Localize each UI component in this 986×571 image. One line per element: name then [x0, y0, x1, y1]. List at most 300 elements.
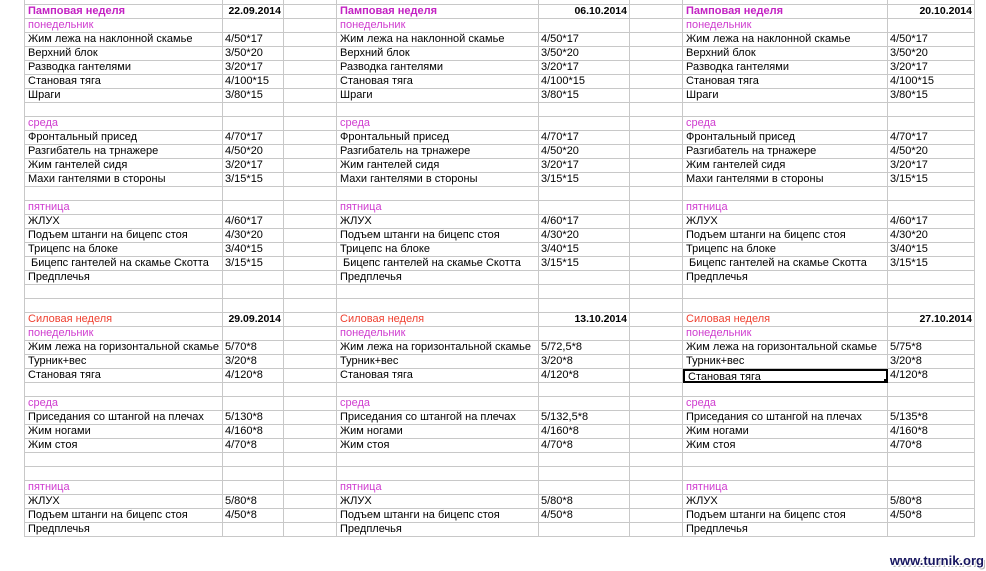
cell-spacer[interactable] [284, 467, 337, 481]
cell-exercise[interactable]: Жим стоя [683, 439, 888, 453]
cell-exercise[interactable]: Подъем штанги на бицепс стоя [24, 229, 223, 243]
cell-spacer[interactable] [630, 383, 683, 397]
cell-blank[interactable] [337, 383, 539, 397]
cell-value[interactable]: 3/15*15 [539, 173, 630, 187]
cell-spacer[interactable] [284, 439, 337, 453]
cell-exercise[interactable]: Трицепс на блоке [337, 243, 539, 257]
cell-exercise[interactable]: Бицепс гантелей на скамье Скотта [683, 257, 888, 271]
cell-blank[interactable] [888, 467, 975, 481]
cell-spacer[interactable] [284, 271, 337, 285]
cell-exercise[interactable]: Жим лежа на наклонной скамье [683, 33, 888, 47]
cell-spacer[interactable] [284, 103, 337, 117]
cell-exercise[interactable]: Бицепс гантелей на скамье Скотта [337, 257, 539, 271]
cell-spacer[interactable] [630, 313, 683, 327]
cell-blank[interactable] [337, 299, 539, 313]
cell-value[interactable]: 4/100*15 [223, 75, 284, 89]
cell-blank[interactable] [223, 103, 284, 117]
cell-week-title[interactable]: Памповая неделя [24, 5, 223, 19]
cell-value[interactable]: 4/70*8 [888, 439, 975, 453]
cell-exercise[interactable]: Шраги [337, 89, 539, 103]
cell-blank[interactable] [24, 103, 223, 117]
cell-blank[interactable] [539, 103, 630, 117]
cell-spacer[interactable] [284, 341, 337, 355]
cell-value[interactable]: 4/60*17 [539, 215, 630, 229]
cell-value[interactable]: 4/60*17 [223, 215, 284, 229]
cell-value[interactable]: 4/30*20 [223, 229, 284, 243]
cell-blank[interactable] [683, 299, 888, 313]
cell-day-label[interactable]: пятница [683, 201, 888, 215]
cell-spacer[interactable] [630, 257, 683, 271]
cell-blank[interactable] [888, 103, 975, 117]
cell-value[interactable]: 4/100*15 [888, 75, 975, 89]
cell-spacer[interactable] [284, 229, 337, 243]
cell-blank[interactable] [539, 201, 630, 215]
cell-blank[interactable] [888, 397, 975, 411]
cell-exercise[interactable]: Предплечья [683, 271, 888, 285]
cell-value[interactable] [539, 523, 630, 537]
cell-spacer[interactable] [630, 425, 683, 439]
cell-spacer[interactable] [630, 285, 683, 299]
cell-blank[interactable] [223, 453, 284, 467]
cell-value[interactable]: 3/20*17 [223, 61, 284, 75]
cell-day-label[interactable]: среда [24, 397, 223, 411]
cell-exercise[interactable]: Подъем штанги на бицепс стоя [337, 509, 539, 523]
cell-blank[interactable] [888, 327, 975, 341]
cell-value[interactable]: 5/135*8 [888, 411, 975, 425]
cell-spacer[interactable] [630, 229, 683, 243]
cell-exercise[interactable]: Разводка гантелями [24, 61, 223, 75]
cell-blank[interactable] [888, 187, 975, 201]
cell-exercise[interactable]: Турник+вес [683, 355, 888, 369]
cell-blank[interactable] [888, 453, 975, 467]
cell-blank[interactable] [223, 19, 284, 33]
cell-exercise[interactable]: Жим ногами [24, 425, 223, 439]
cell-value[interactable]: 3/20*17 [223, 159, 284, 173]
cell-spacer[interactable] [630, 453, 683, 467]
cell-blank[interactable] [539, 397, 630, 411]
cell-exercise[interactable]: Махи гантелями в стороны [337, 173, 539, 187]
cell-value[interactable] [888, 271, 975, 285]
cell-spacer[interactable] [630, 33, 683, 47]
cell-value[interactable]: 3/20*8 [888, 355, 975, 369]
cell-value[interactable]: 3/20*17 [539, 61, 630, 75]
cell-spacer[interactable] [630, 467, 683, 481]
cell-blank[interactable] [888, 383, 975, 397]
cell-exercise[interactable]: ЖЛУХ [337, 495, 539, 509]
cell-spacer[interactable] [284, 61, 337, 75]
cell-value[interactable]: 4/50*20 [223, 145, 284, 159]
cell-value[interactable]: 4/50*17 [223, 33, 284, 47]
cell-spacer[interactable] [630, 215, 683, 229]
cell-blank[interactable] [539, 285, 630, 299]
cell-blank[interactable] [337, 285, 539, 299]
cell-blank[interactable] [24, 187, 223, 201]
cell-value[interactable] [223, 523, 284, 537]
cell-spacer[interactable] [630, 299, 683, 313]
cell-spacer[interactable] [284, 299, 337, 313]
cell-exercise[interactable]: Приседания со штангой на плечах [24, 411, 223, 425]
cell-blank[interactable] [337, 103, 539, 117]
cell-exercise[interactable]: ЖЛУХ [24, 495, 223, 509]
cell-spacer[interactable] [630, 89, 683, 103]
cell-spacer[interactable] [284, 495, 337, 509]
cell-exercise[interactable]: Жим стоя [337, 439, 539, 453]
cell-value[interactable]: 3/40*15 [539, 243, 630, 257]
cell-value[interactable]: 4/70*8 [223, 439, 284, 453]
cell-exercise[interactable]: Жим лежа на горизонтальной скамье [683, 341, 888, 355]
cell-spacer[interactable] [630, 481, 683, 495]
cell-spacer[interactable] [284, 215, 337, 229]
cell-blank[interactable] [539, 453, 630, 467]
cell-value[interactable]: 5/75*8 [888, 341, 975, 355]
cell-day-label[interactable]: понедельник [683, 19, 888, 33]
cell-blank[interactable] [539, 467, 630, 481]
cell-blank[interactable] [223, 201, 284, 215]
cell-exercise[interactable]: Подъем штанги на бицепс стоя [337, 229, 539, 243]
cell-day-label[interactable]: среда [683, 117, 888, 131]
cell-blank[interactable] [337, 187, 539, 201]
cell-value[interactable]: 4/50*8 [223, 509, 284, 523]
cell-exercise[interactable]: ЖЛУХ [683, 215, 888, 229]
cell-spacer[interactable] [630, 341, 683, 355]
cell-spacer[interactable] [630, 19, 683, 33]
cell-value[interactable]: 3/15*15 [539, 257, 630, 271]
cell-spacer[interactable] [284, 145, 337, 159]
cell-blank[interactable] [888, 481, 975, 495]
cell-value[interactable]: 4/50*8 [539, 509, 630, 523]
cell-value[interactable]: 3/50*20 [539, 47, 630, 61]
cell-blank[interactable] [223, 327, 284, 341]
cell-exercise[interactable]: ЖЛУХ [24, 215, 223, 229]
cell-spacer[interactable] [284, 159, 337, 173]
cell-spacer[interactable] [284, 411, 337, 425]
cell-value[interactable]: 3/80*15 [888, 89, 975, 103]
cell-spacer[interactable] [284, 383, 337, 397]
cell-value[interactable]: 5/80*8 [539, 495, 630, 509]
cell-blank[interactable] [539, 383, 630, 397]
cell-value[interactable]: 4/30*20 [539, 229, 630, 243]
cell-value[interactable]: 4/160*8 [539, 425, 630, 439]
cell-exercise[interactable]: Фронтальный присед [683, 131, 888, 145]
cell-exercise[interactable]: Предплечья [24, 523, 223, 537]
cell-value[interactable]: 3/40*15 [223, 243, 284, 257]
cell-exercise[interactable]: Верхний блок [337, 47, 539, 61]
cell-value[interactable]: 3/50*20 [888, 47, 975, 61]
cell-day-label[interactable]: пятница [683, 481, 888, 495]
cell-value[interactable] [888, 523, 975, 537]
cell-spacer[interactable] [284, 327, 337, 341]
cell-week-title[interactable]: Силовая неделя [337, 313, 539, 327]
cell-spacer[interactable] [630, 397, 683, 411]
cell-day-label[interactable]: понедельник [337, 327, 539, 341]
cell-blank[interactable] [683, 467, 888, 481]
cell-blank[interactable] [539, 327, 630, 341]
cell-exercise[interactable]: Предплечья [683, 523, 888, 537]
cell-spacer[interactable] [284, 201, 337, 215]
cell-exercise[interactable]: Приседания со штангой на плечах [683, 411, 888, 425]
cell-spacer[interactable] [284, 173, 337, 187]
cell-blank[interactable] [539, 117, 630, 131]
cell-blank[interactable] [24, 467, 223, 481]
cell-exercise[interactable]: Становая тяга [24, 75, 223, 89]
cell-blank[interactable] [223, 117, 284, 131]
cell-exercise[interactable]: Разгибатель на трнажере [683, 145, 888, 159]
cell-value[interactable]: 5/130*8 [223, 411, 284, 425]
cell-spacer[interactable] [630, 47, 683, 61]
cell-value[interactable]: 4/50*8 [888, 509, 975, 523]
cell-spacer[interactable] [284, 117, 337, 131]
cell-exercise[interactable]: Верхний блок [24, 47, 223, 61]
cell-exercise[interactable]: Жим ногами [683, 425, 888, 439]
cell-blank[interactable] [24, 285, 223, 299]
cell-blank[interactable] [683, 453, 888, 467]
cell-value[interactable]: 3/15*15 [888, 173, 975, 187]
cell-spacer[interactable] [284, 523, 337, 537]
cell-exercise[interactable]: Разгибатель на трнажере [337, 145, 539, 159]
cell-day-label[interactable]: понедельник [24, 19, 223, 33]
cell-exercise[interactable]: Становая тяга [337, 75, 539, 89]
cell-week-title[interactable]: Силовая неделя [24, 313, 223, 327]
cell-exercise[interactable]: Приседания со штангой на плечах [337, 411, 539, 425]
cell-exercise[interactable]: Становая тяга [683, 369, 888, 383]
cell-day-label[interactable]: среда [337, 117, 539, 131]
cell-spacer[interactable] [284, 131, 337, 145]
cell-blank[interactable] [888, 19, 975, 33]
cell-blank[interactable] [24, 453, 223, 467]
cell-value[interactable]: 5/132,5*8 [539, 411, 630, 425]
cell-spacer[interactable] [630, 131, 683, 145]
cell-exercise[interactable]: Жим лежа на наклонной скамье [24, 33, 223, 47]
cell-value[interactable]: 3/20*17 [888, 159, 975, 173]
cell-blank[interactable] [223, 285, 284, 299]
cell-value[interactable]: 4/70*17 [888, 131, 975, 145]
cell-value[interactable]: 4/50*20 [539, 145, 630, 159]
cell-exercise[interactable]: Предплечья [24, 271, 223, 285]
cell-spacer[interactable] [284, 257, 337, 271]
cell-blank[interactable] [24, 299, 223, 313]
cell-exercise[interactable]: Фронтальный присед [337, 131, 539, 145]
cell-exercise[interactable]: Махи гантелями в стороны [24, 173, 223, 187]
cell-exercise[interactable]: Шраги [683, 89, 888, 103]
cell-blank[interactable] [683, 187, 888, 201]
cell-value[interactable]: 4/50*20 [888, 145, 975, 159]
cell-exercise[interactable]: Подъем штанги на бицепс стоя [683, 509, 888, 523]
cell-spacer[interactable] [284, 187, 337, 201]
cell-day-label[interactable]: понедельник [683, 327, 888, 341]
cell-day-label[interactable]: понедельник [337, 19, 539, 33]
cell-value[interactable]: 3/15*15 [223, 173, 284, 187]
cell-exercise[interactable]: Трицепс на блоке [683, 243, 888, 257]
cell-spacer[interactable] [630, 159, 683, 173]
cell-value[interactable]: 4/120*8 [888, 369, 975, 383]
cell-spacer[interactable] [284, 47, 337, 61]
cell-spacer[interactable] [630, 355, 683, 369]
cell-day-label[interactable]: пятница [337, 201, 539, 215]
cell-spacer[interactable] [284, 75, 337, 89]
cell-value[interactable]: 3/80*15 [223, 89, 284, 103]
cell-exercise[interactable]: Махи гантелями в стороны [683, 173, 888, 187]
cell-value[interactable]: 4/60*17 [888, 215, 975, 229]
cell-spacer[interactable] [284, 481, 337, 495]
cell-exercise[interactable]: Предплечья [337, 271, 539, 285]
cell-exercise[interactable]: Становая тяга [683, 75, 888, 89]
cell-blank[interactable] [223, 299, 284, 313]
cell-exercise[interactable]: Жим лежа на горизонтальной скамье [24, 341, 223, 355]
cell-exercise[interactable]: Предплечья [337, 523, 539, 537]
cell-exercise[interactable]: Жим лежа на наклонной скамье [337, 33, 539, 47]
cell-exercise[interactable]: Шраги [24, 89, 223, 103]
cell-blank[interactable] [683, 285, 888, 299]
cell-spacer[interactable] [284, 369, 337, 383]
cell-spacer[interactable] [630, 75, 683, 89]
cell-spacer[interactable] [284, 425, 337, 439]
cell-exercise[interactable]: Фронтальный присед [24, 131, 223, 145]
cell-value[interactable] [539, 271, 630, 285]
cell-blank[interactable] [24, 383, 223, 397]
cell-exercise[interactable]: Жим гантелей сидя [24, 159, 223, 173]
cell-value[interactable]: 3/20*17 [539, 159, 630, 173]
cell-exercise[interactable]: Жим гантелей сидя [683, 159, 888, 173]
cell-value[interactable]: 4/70*17 [223, 131, 284, 145]
cell-blank[interactable] [223, 397, 284, 411]
cell-spacer[interactable] [284, 89, 337, 103]
cell-blank[interactable] [223, 383, 284, 397]
cell-spacer[interactable] [630, 187, 683, 201]
cell-date[interactable]: 13.10.2014 [539, 313, 630, 327]
cell-date[interactable]: 29.09.2014 [223, 313, 284, 327]
cell-spacer[interactable] [630, 411, 683, 425]
cell-spacer[interactable] [284, 285, 337, 299]
cell-exercise[interactable]: Жим гантелей сидя [337, 159, 539, 173]
cell-week-title[interactable]: Силовая неделя [683, 313, 888, 327]
cell-value[interactable]: 3/15*15 [223, 257, 284, 271]
cell-spacer[interactable] [284, 313, 337, 327]
cell-value[interactable]: 4/70*8 [539, 439, 630, 453]
cell-spacer[interactable] [630, 369, 683, 383]
cell-exercise[interactable]: Турник+вес [337, 355, 539, 369]
cell-spacer[interactable] [630, 5, 683, 19]
cell-day-label[interactable]: пятница [24, 201, 223, 215]
cell-value[interactable]: 5/80*8 [223, 495, 284, 509]
cell-value[interactable]: 3/20*8 [223, 355, 284, 369]
cell-blank[interactable] [539, 299, 630, 313]
cell-exercise[interactable]: Бицепс гантелей на скамье Скотта [24, 257, 223, 271]
cell-blank[interactable] [539, 19, 630, 33]
cell-spacer[interactable] [630, 243, 683, 257]
cell-exercise[interactable]: Разводка гантелями [683, 61, 888, 75]
cell-value[interactable]: 4/160*8 [888, 425, 975, 439]
cell-blank[interactable] [683, 383, 888, 397]
cell-value[interactable]: 5/72,5*8 [539, 341, 630, 355]
cell-spacer[interactable] [630, 439, 683, 453]
cell-spacer[interactable] [630, 145, 683, 159]
cell-exercise[interactable]: Жим стоя [24, 439, 223, 453]
cell-exercise[interactable]: Жим ногами [337, 425, 539, 439]
cell-value[interactable]: 3/80*15 [539, 89, 630, 103]
cell-spacer[interactable] [284, 5, 337, 19]
cell-spacer[interactable] [630, 103, 683, 117]
cell-exercise[interactable]: Турник+вес [24, 355, 223, 369]
cell-spacer[interactable] [630, 495, 683, 509]
cell-spacer[interactable] [630, 173, 683, 187]
cell-exercise[interactable]: Трицепс на блоке [24, 243, 223, 257]
cell-spacer[interactable] [630, 271, 683, 285]
cell-value[interactable]: 3/20*17 [888, 61, 975, 75]
cell-date[interactable]: 27.10.2014 [888, 313, 975, 327]
cell-blank[interactable] [539, 187, 630, 201]
cell-spacer[interactable] [630, 523, 683, 537]
cell-blank[interactable] [539, 481, 630, 495]
cell-value[interactable]: 4/160*8 [223, 425, 284, 439]
cell-exercise[interactable]: Становая тяга [24, 369, 223, 383]
cell-value[interactable]: 3/40*15 [888, 243, 975, 257]
cell-value[interactable]: 3/50*20 [223, 47, 284, 61]
cell-spacer[interactable] [630, 201, 683, 215]
cell-exercise[interactable]: Подъем штанги на бицепс стоя [24, 509, 223, 523]
cell-value[interactable]: 4/70*17 [539, 131, 630, 145]
cell-blank[interactable] [888, 117, 975, 131]
cell-exercise[interactable]: Верхний блок [683, 47, 888, 61]
cell-blank[interactable] [888, 285, 975, 299]
cell-date[interactable]: 22.09.2014 [223, 5, 284, 19]
cell-blank[interactable] [888, 299, 975, 313]
cell-value[interactable]: 4/120*8 [539, 369, 630, 383]
cell-blank[interactable] [888, 201, 975, 215]
cell-value[interactable]: 3/15*15 [888, 257, 975, 271]
cell-blank[interactable] [683, 103, 888, 117]
cell-date[interactable]: 20.10.2014 [888, 5, 975, 19]
cell-value[interactable] [223, 271, 284, 285]
cell-value[interactable]: 5/80*8 [888, 495, 975, 509]
cell-spacer[interactable] [284, 19, 337, 33]
cell-exercise[interactable]: ЖЛУХ [337, 215, 539, 229]
cell-spacer[interactable] [630, 61, 683, 75]
cell-spacer[interactable] [284, 33, 337, 47]
cell-value[interactable]: 5/70*8 [223, 341, 284, 355]
cell-spacer[interactable] [630, 509, 683, 523]
cell-exercise[interactable]: Подъем штанги на бицепс стоя [683, 229, 888, 243]
cell-value[interactable]: 4/50*17 [539, 33, 630, 47]
cell-day-label[interactable]: среда [337, 397, 539, 411]
cell-day-label[interactable]: пятница [24, 481, 223, 495]
cell-day-label[interactable]: понедельник [24, 327, 223, 341]
cell-exercise[interactable]: ЖЛУХ [683, 495, 888, 509]
cell-spacer[interactable] [630, 117, 683, 131]
cell-spacer[interactable] [284, 355, 337, 369]
cell-blank[interactable] [337, 453, 539, 467]
cell-value[interactable]: 4/100*15 [539, 75, 630, 89]
cell-spacer[interactable] [284, 397, 337, 411]
cell-date[interactable]: 06.10.2014 [539, 5, 630, 19]
cell-blank[interactable] [337, 467, 539, 481]
cell-day-label[interactable]: среда [24, 117, 223, 131]
cell-value[interactable]: 4/50*17 [888, 33, 975, 47]
cell-value[interactable]: 4/30*20 [888, 229, 975, 243]
cell-spacer[interactable] [284, 243, 337, 257]
cell-week-title[interactable]: Памповая неделя [683, 5, 888, 19]
cell-spacer[interactable] [284, 509, 337, 523]
cell-blank[interactable] [223, 187, 284, 201]
cell-week-title[interactable]: Памповая неделя [337, 5, 539, 19]
cell-spacer[interactable] [284, 453, 337, 467]
cell-exercise[interactable]: Разгибатель на трнажере [24, 145, 223, 159]
cell-value[interactable]: 3/20*8 [539, 355, 630, 369]
cell-day-label[interactable]: пятница [337, 481, 539, 495]
cell-value[interactable]: 4/120*8 [223, 369, 284, 383]
cell-day-label[interactable]: среда [683, 397, 888, 411]
cell-exercise[interactable]: Становая тяга [337, 369, 539, 383]
cell-blank[interactable] [223, 481, 284, 495]
